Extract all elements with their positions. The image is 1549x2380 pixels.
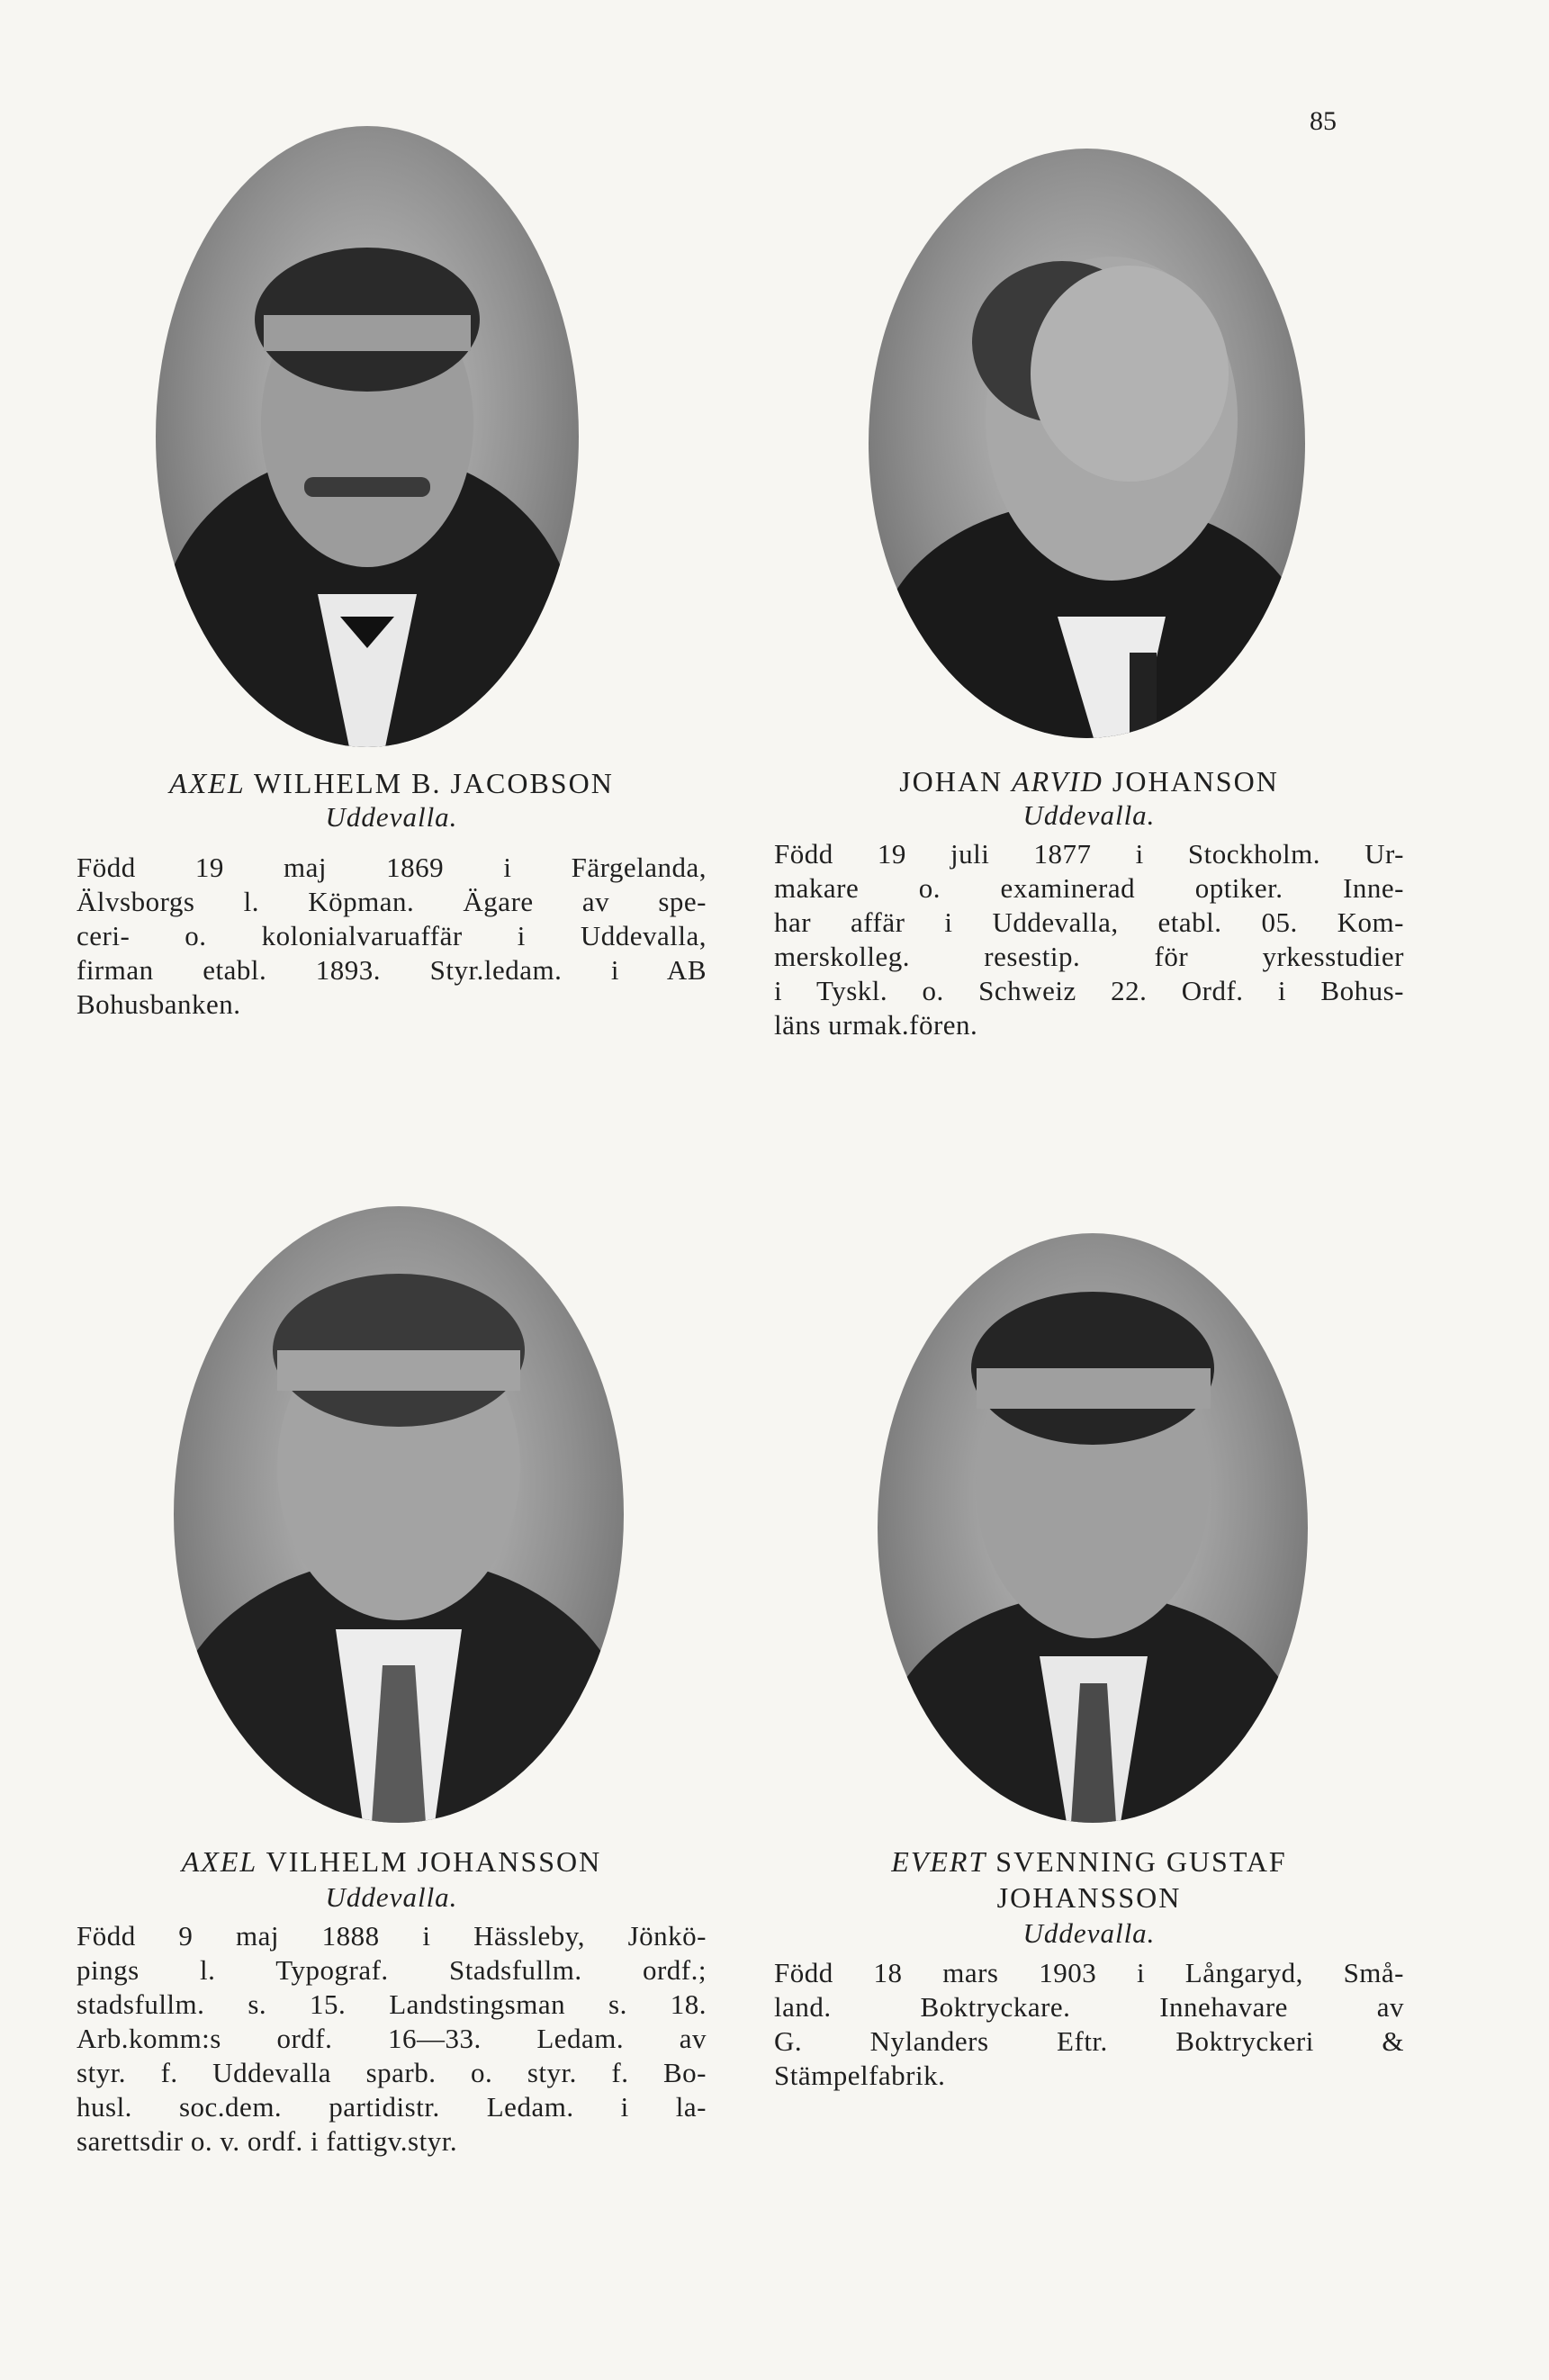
person-city: Uddevalla. xyxy=(1022,1917,1156,1949)
person-name: EVERT SVENNING GUSTAF JOHANSSON xyxy=(891,1845,1287,1914)
portrait-photo xyxy=(174,1206,624,1823)
person-name: AXEL VILHELM JOHANSSON xyxy=(181,1845,602,1878)
person-bio: Född 19 juli 1877 i Stockholm. Ur- makare o. examinerad optiker. Inne- har affär i Uddevalla, etabl. 05. Kom- merskolleg. resestip. för yrkesstudier i Tyskl. o. Schweiz 22. Ordf. i Bohus- läns urmak.fören. xyxy=(774,838,1404,1041)
person-city: Uddevalla. xyxy=(325,801,458,833)
portrait-photo xyxy=(156,126,579,747)
portrait-photo xyxy=(878,1233,1308,1823)
person-name: AXEL WILHELM B. JACOBSON xyxy=(169,767,614,799)
entry-johan-arvid-johanson xyxy=(774,0,1404,1080)
entry-axel-wilhelm-jacobson xyxy=(77,0,707,1080)
entry-axel-vilhelm-johansson xyxy=(77,1170,707,2340)
person-name: JOHAN ARVID JOHANSON xyxy=(899,765,1279,798)
person-city: Uddevalla. xyxy=(325,1881,458,1913)
person-bio: Född 18 mars 1903 i Långaryd, Små- land. Boktryckare. Innehavare av G. Nylanders Eftr. Boktryckeri & Stämpelfabrik. xyxy=(774,1957,1404,2091)
person-bio: Född 19 maj 1869 i Färgelanda, Älvsborgs l. Köpman. Ägare av spe- ceri- o. kolonialvaruaffär i Uddevalla, firman etabl. 1893. Styr.ledam. i AB Bohusbanken. xyxy=(77,852,707,1020)
portrait-photo xyxy=(869,149,1305,738)
person-bio: Född 9 maj 1888 i Hässleby, Jönkö- pings l. Typograf. Stadsfullm. ordf.; stadsfullm. s. 15. Landstingsman s. 18. Arb.komm:s ordf. 16—33. Ledam. av styr. f. Uddevalla sparb. o. styr. f. Bo- husl. soc.dem. partidistr. Ledam. i la- sarettsdir o. v. ordf. i fattigv.styr. xyxy=(77,1920,707,2157)
person-city: Uddevalla. xyxy=(1022,799,1156,831)
page-number: 85 xyxy=(1310,106,1337,136)
entry-evert-svenning-gustaf-johansson xyxy=(774,1170,1404,2340)
